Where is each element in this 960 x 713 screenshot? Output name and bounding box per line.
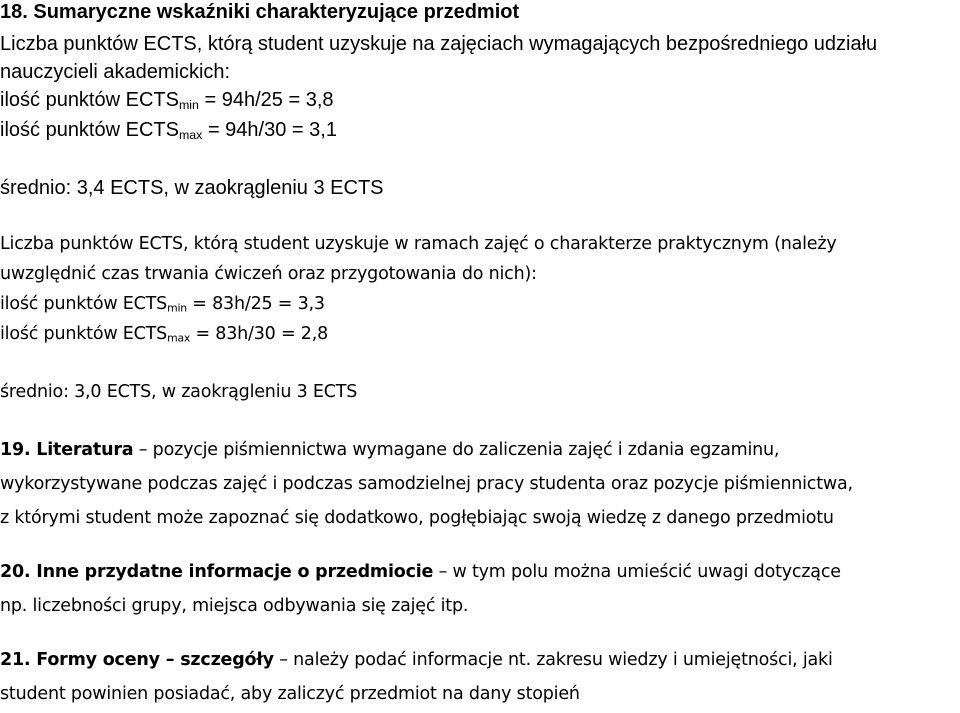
practical-ects-intro-line-2: uwzględnić czas trwania ćwiczeń oraz przygotowania do nich):	[0, 264, 537, 284]
section-19-line-3: z którymi student może zapoznać się dodatkowo, pogłębiając swoją wiedzę z danego przedmiotu	[0, 508, 834, 528]
section-20-line-2: np. liczebności grupy, miejsca odbywania się zajęć itp.	[0, 596, 469, 616]
practical-ects-min-label: ilość punktów ECTS	[0, 294, 168, 314]
contact-ects-intro-line-2: nauczycieli akademickich:	[0, 61, 231, 83]
practical-ects-intro-line-1: Liczba punktów ECTS, którą student uzyskuje w ramach zajęć o charakterze praktycznym (należy	[0, 234, 837, 254]
contact-ects-min	[0, 89, 334, 113]
section-19-line-2: wykorzystywane podczas zajęć i podczas samodzielnej pracy studenta oraz pozycje piśmiennictwa,	[0, 474, 853, 494]
practical-ects-max-label: ilość punktów ECTS	[0, 324, 168, 344]
practical-ects-max-subscript: max	[167, 331, 191, 345]
contact-ects-intro-line-1: Liczba punktów ECTS, którą student uzyskuje na zajęciach wymagających bezpośredniego udziału	[0, 33, 878, 55]
practical-ects-max-formula: = 83h/30 = 2,8	[190, 324, 329, 344]
practical-ects-min-subscript: min	[167, 301, 187, 315]
practical-ects-min	[0, 296, 325, 314]
section-19-line-1-text: – pozycje piśmiennictwa wymagane do zaliczenia zajęć i zdania egzaminu,	[133, 440, 780, 460]
practical-ects-average: średnio: 3,0 ECTS, w zaokrągleniu 3 ECTS	[0, 382, 358, 402]
contact-ects-max-formula: = 94h/30 = 3,1	[202, 119, 337, 141]
section-19-line-1	[0, 442, 779, 460]
section-18-heading: 18. Sumaryczne wskaźniki charakteryzujące przedmiot	[0, 1, 520, 23]
section-21-line-1-text: – należy podać informacje nt. zakresu wiedzy i umiejętności, jaki	[273, 650, 833, 670]
practical-ects-max	[0, 326, 328, 344]
contact-ects-max	[0, 119, 337, 143]
contact-ects-min-subscript: min	[178, 98, 199, 113]
contact-ects-max-label: ilość punktów ECTS	[0, 119, 179, 141]
contact-ects-min-formula: = 94h/25 = 3,8	[198, 89, 334, 111]
section-20-title: 20. Inne przydatne informacje o przedmiocie	[0, 562, 434, 582]
section-20-line-1-text: – w tym polu można umieścić uwagi dotyczące	[433, 562, 841, 582]
section-20-line-1	[0, 564, 841, 582]
section-21-line-2: student powinien posiadać, aby zaliczyć przedmiot na dany stopień	[0, 684, 580, 704]
practical-ects-min-formula: = 83h/25 = 3,3	[186, 294, 325, 314]
section-19-title: 19. Literatura	[0, 440, 134, 460]
contact-ects-max-subscript: max	[178, 128, 203, 143]
contact-ects-min-label: ilość punktów ECTS	[0, 89, 179, 111]
contact-ects-average: średnio: 3,4 ECTS, w zaokrągleniu 3 ECTS	[0, 177, 384, 199]
section-21-title: 21. Formy oceny – szczegóły	[0, 650, 274, 670]
section-21-line-1	[0, 652, 833, 670]
